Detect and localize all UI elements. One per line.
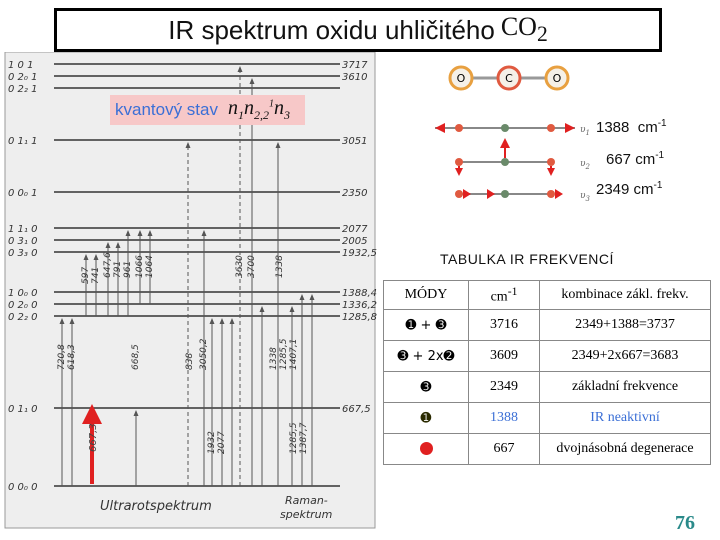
row-5-mode (384, 434, 469, 465)
level-state-label: 1 1₁ 0 (8, 224, 38, 235)
level-energy-label: 1388,4 (342, 288, 377, 299)
level-state-label: 0 0₀ 1 (8, 188, 38, 199)
row-3-wavenumber: 2349 (469, 372, 540, 403)
raman-label-1: Raman- (285, 494, 328, 507)
mode-2-bending (455, 138, 555, 176)
row-3-mode: ➌ (384, 372, 469, 403)
level-state-label: 0 1₁ 0 (8, 404, 38, 415)
page-number: 76 (675, 512, 695, 534)
mode-3-symbol: $\upsilon_3$ (580, 191, 590, 203)
row-4-mode: ➊ (384, 403, 469, 434)
title-text: IR spektrum oxidu uhličitého (168, 14, 495, 45)
table-header-row (384, 281, 711, 310)
level-state-label: 0 1₁ 1 (8, 136, 38, 147)
arrow-label: 667,3 (88, 423, 99, 452)
transition-value-label: 1066 (135, 255, 145, 278)
row-4-wavenumber: 1388 (469, 403, 540, 434)
transition-value-label: 720,8 (57, 344, 67, 370)
row-1-combination: 2349+1388=3737 (540, 310, 711, 341)
level-energy-label: 3610 (342, 72, 368, 83)
transition-value-label: 3050,2 (199, 338, 209, 370)
row-1-mode: ➊ + ➌ (384, 310, 469, 341)
level-state-label: 1 0₀ 0 (8, 288, 38, 299)
row-3-combination: základní frekvence (540, 372, 711, 403)
level-state-label: 0 2₂ 1 (8, 84, 38, 95)
transition-value-label: 961 (123, 260, 133, 278)
legend-quantum-numbers: $n_1n_{2,2}^1n_3$ (228, 97, 290, 122)
transition-value-label: 3630 (235, 255, 245, 278)
header-unit: $cm^{-1}$ (469, 281, 540, 310)
level-state-label: 0 3₃ 0 (8, 248, 38, 259)
transition-value-label: 1338 (275, 255, 285, 278)
transition-value-label: 647,6 (103, 252, 113, 278)
transition-value-label: 1338 (269, 347, 279, 370)
level-energy-label: 2077 (342, 224, 368, 235)
transition-value-label: 2077 (217, 431, 227, 454)
transition-value-label: 618,3 (67, 344, 77, 370)
table-title: TABULKA IR FREKVENCÍ (440, 251, 614, 267)
table-row (384, 310, 711, 341)
table-row (384, 372, 711, 403)
legend-label: kvantový stav (115, 100, 218, 119)
level-energy-label: 1285,8 (342, 312, 377, 323)
level-state-label: 1 0 1 (8, 60, 34, 71)
transition-value-label: 838 (185, 352, 195, 370)
mode-2-frequency: 667 $cm^{-1}$ (606, 150, 665, 168)
mode-1-frequency: 1388 $cm^{-1}$ (596, 118, 667, 136)
raman-label-2: spektrum (280, 508, 333, 521)
ultrarot-label: Ultrarotspektrum (100, 499, 212, 514)
transition-value-label: 668,5 (131, 344, 141, 370)
row-2-wavenumber: 3609 (469, 341, 540, 372)
transition-value-label: 1064 (145, 255, 155, 278)
transition-value-label: 1387,7 (299, 422, 309, 454)
level-energy-label: 1932,5 (342, 248, 377, 259)
transition-value-label: 741 (91, 266, 101, 284)
mode-2-symbol: $\upsilon_2$ (580, 159, 590, 171)
level-energy-label: 3051 (342, 136, 368, 147)
level-energy-label: 667,5 (342, 404, 371, 415)
transition-value-label: 791 (113, 260, 123, 278)
row-1-wavenumber: 3716 (469, 310, 540, 341)
svg-text:O: O (456, 72, 466, 85)
level-energy-label: 3717 (342, 60, 368, 71)
row-5-combination: dvojnásobná degenerace (540, 434, 711, 465)
level-energy-label: 2350 (342, 188, 368, 199)
table-row (384, 434, 711, 465)
row-2-combination: 2349+2x667=3683 (540, 341, 711, 372)
transition-value-label: 3700 (247, 255, 257, 278)
level-state-label: 0 0₀ 0 (8, 482, 38, 493)
row-2-mode: ➌ + 2x➋ (384, 341, 469, 372)
header-combination: kombinace zákl. frekv. (540, 281, 711, 310)
transition-value-label: 1285,5 (279, 338, 289, 370)
svg-text:O: O (552, 72, 562, 85)
mode-3-asymmetric-stretch (455, 189, 563, 199)
frequency-table (383, 280, 711, 465)
quantum-state-legend (110, 95, 305, 125)
transition-value-label: 597 (81, 266, 91, 284)
row-5-wavenumber: 667 (469, 434, 540, 465)
mode-3-frequency: 2349 $cm^{-1}$ (596, 180, 663, 198)
title-formula: $CO_2$ (500, 12, 548, 47)
transition-value-label: 1407,1 (289, 338, 299, 370)
level-state-label: 0 2₂ 0 (8, 312, 38, 323)
mode-1-symmetric-stretch (435, 123, 575, 133)
transition-value-label: 1285,5 (289, 422, 299, 454)
level-state-label: 0 3₁ 0 (8, 236, 38, 247)
red-dot-icon (420, 442, 433, 455)
table-row (384, 403, 711, 434)
level-energy-label: 2005 (342, 236, 368, 247)
mode-1-symbol: $\upsilon_1$ (580, 125, 590, 137)
table-row (384, 341, 711, 372)
level-state-label: 0 2₀ 0 (8, 300, 38, 311)
header-modes: MÓDY (384, 281, 469, 310)
transition-value-label: 1932 (207, 431, 217, 454)
slide-title (54, 8, 662, 52)
svg-text:C: C (505, 72, 513, 85)
level-state-label: 0 2₀ 1 (8, 72, 38, 83)
level-energy-label: 1336,2 (342, 300, 377, 311)
row-4-combination: IR neaktivní (540, 403, 711, 434)
